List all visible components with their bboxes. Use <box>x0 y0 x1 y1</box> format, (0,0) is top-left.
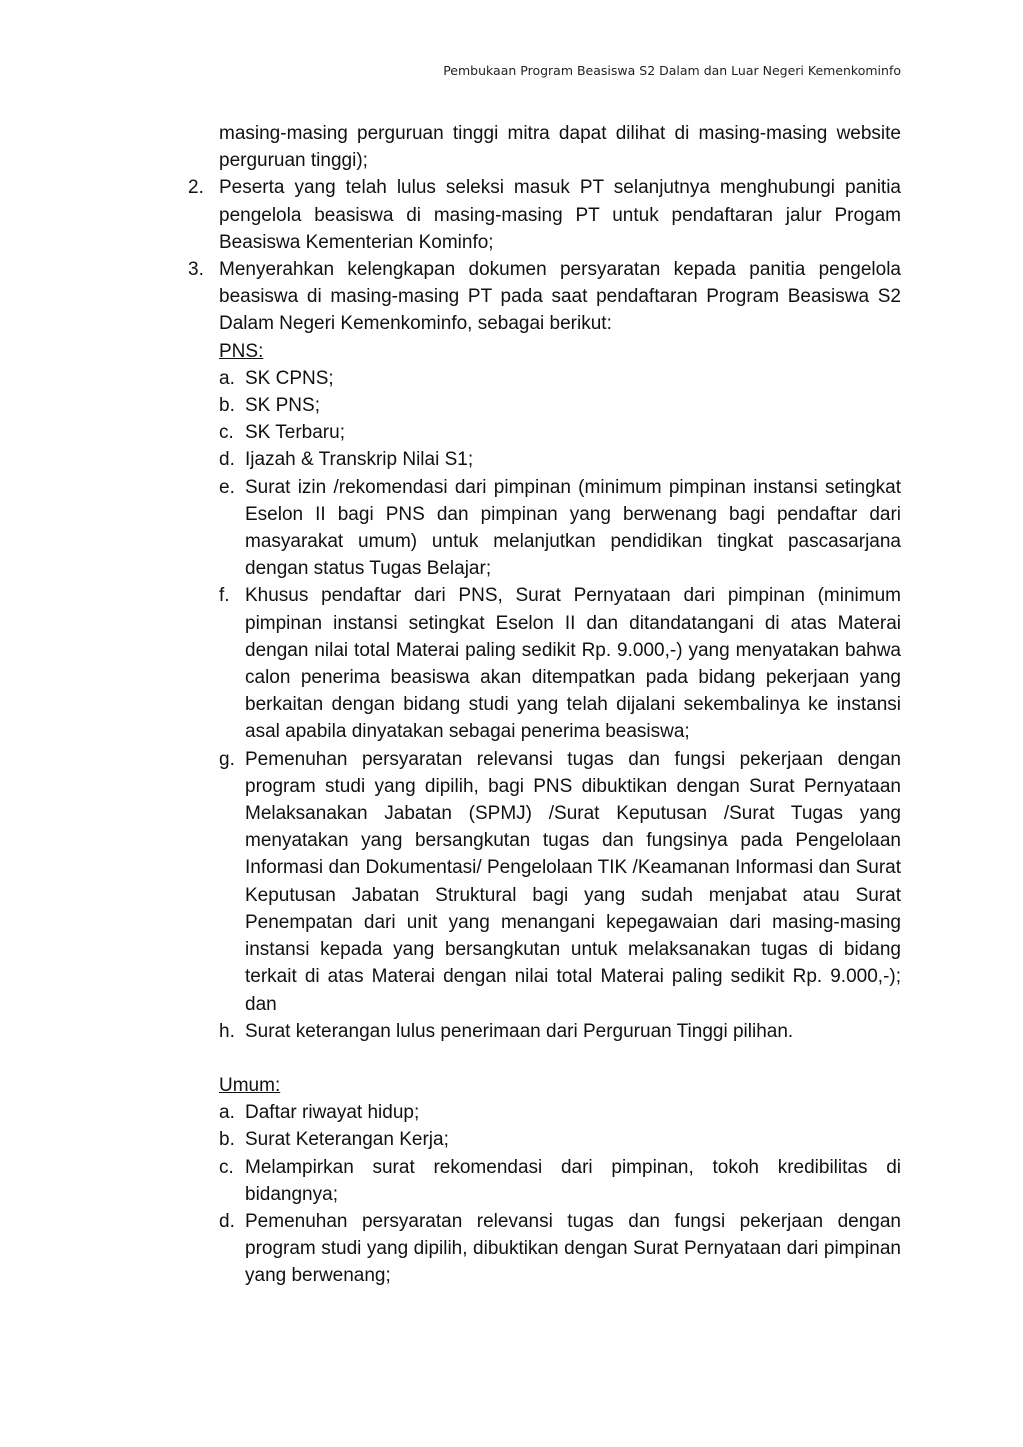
list-letter: g. <box>219 748 235 770</box>
list-text: Melampirkan surat rekomendasi dari pimpinan, tokoh kredibilitas di bidangnya; <box>245 1156 901 1205</box>
list-item <box>219 1208 901 1290</box>
continuation-paragraph: masing-masing perguruan tinggi mitra dapat dilihat di masing-masing website perguruan tinggi); <box>219 123 901 172</box>
pns-section <box>219 338 901 1045</box>
item-text: Peserta yang telah lulus seleksi masuk PT selanjutnya menghubungi panitia pengelola beasiswa di masing-masing PT untuk pendaftaran jalur Progam Beasiswa Kementerian Kominfo; <box>219 177 901 253</box>
list-letter: f. <box>219 585 230 607</box>
list-letter: b. <box>219 1129 235 1151</box>
umum-heading: Umum: <box>219 1074 281 1096</box>
list-letter: d. <box>219 449 235 471</box>
list-item <box>219 474 901 583</box>
list-text: SK PNS; <box>245 395 320 417</box>
list-text: Surat Keterangan Kerja; <box>245 1129 449 1151</box>
list-text: SK CPNS; <box>245 367 334 389</box>
list-item <box>219 419 901 446</box>
pns-heading: PNS: <box>219 340 264 362</box>
list-item <box>219 365 901 392</box>
list-item <box>219 446 901 473</box>
list-letter: e. <box>219 476 235 498</box>
document-body <box>188 120 901 1290</box>
list-letter: c. <box>219 1156 234 1178</box>
item-text: Menyerahkan kelengkapan dokumen persyaratan kepada panitia pengelola beasiswa di masing-masing PT pada saat pendaftaran Program Beasiswa S2 Dalam Negeri Kemenkominfo, sebagai berikut: <box>219 259 901 335</box>
item-number: 2. <box>188 177 204 199</box>
list-text: Khusus pendaftar dari PNS, Surat Pernyataan dari pimpinan (minimum pimpinan instansi setingkat Eselon II dan ditandatangani di atas Materai dengan nilai total Materai paling sedikit Rp. 9.000,-) yang menyatakan bahwa calon penerima beasiswa akan ditempatkan pada bidang pekerjaan yang berkaitan dengan bidang studi yang telah dijalani sekembalinya ke instansi asal apabila dinyatakan sebagai penerima beasiswa; <box>245 585 901 743</box>
list-text: Pemenuhan persyaratan relevansi tugas dan fungsi pekerjaan dengan program studi yang dipilih, dibuktikan dengan Surat Pernyataan dari pimpinan yang berwenang; <box>245 1210 901 1287</box>
list-letter: b. <box>219 395 235 417</box>
list-text: Ijazah & Transkrip Nilai S1; <box>245 449 474 471</box>
list-item <box>219 1154 901 1208</box>
numbered-item <box>188 174 901 256</box>
list-letter: c. <box>219 422 234 444</box>
list-text: Pemenuhan persyaratan relevansi tugas dan fungsi pekerjaan dengan program studi yang dipilih, bagi PNS dibuktikan dengan Surat Pernyataan Melaksanakan Jabatan (SPMJ) /Surat Keputusan /Surat Tugas yang menyatakan yang bersangkutan tugas dan fungsinya pada Pengelolaan Informasi dan Dokumentasi/ Pengelolaan TIK /Keamanan Informasi dan Surat Keputusan Jabatan Struktural bagi yang sudah menjabat atau Surat Penempatan dari unit yang menangani kepegawaian dari masing-masing instansi kepada yang bersangkutan untuk melaksanakan tugas di bidang terkait di atas Materai dengan nilai total Materai paling sedikit Rp. 9.000,-); dan <box>245 748 901 1015</box>
umum-section <box>219 1072 901 1290</box>
list-text: SK Terbaru; <box>245 422 345 444</box>
list-letter: a. <box>219 1102 235 1124</box>
list-text: Surat keterangan lulus penerimaan dari Perguruan Tinggi pilihan. <box>245 1020 794 1042</box>
running-header: Pembukaan Program Beasiswa S2 Dalam dan Luar Negeri Kemenkominfo <box>443 63 901 78</box>
list-item <box>219 746 901 1018</box>
list-item <box>219 1018 901 1045</box>
list-text: Daftar riwayat hidup; <box>245 1102 420 1124</box>
list-item <box>219 1126 901 1153</box>
list-letter: d. <box>219 1210 235 1232</box>
list-item <box>219 1099 901 1126</box>
item-number: 3. <box>188 259 204 281</box>
list-letter: h. <box>219 1020 235 1042</box>
list-letter: a. <box>219 367 235 389</box>
list-item <box>219 392 901 419</box>
numbered-item <box>188 256 901 338</box>
list-text: Surat izin /rekomendasi dari pimpinan (minimum pimpinan instansi setingkat Eselon II bagi PNS dan pimpinan yang berwenang bagi pendaftar dari masyarakat umum) untuk melanjutkan pendidikan tingkat pascasarjana dengan status Tugas Belajar; <box>245 476 901 580</box>
list-item <box>219 582 901 745</box>
section-spacer <box>188 1045 901 1072</box>
